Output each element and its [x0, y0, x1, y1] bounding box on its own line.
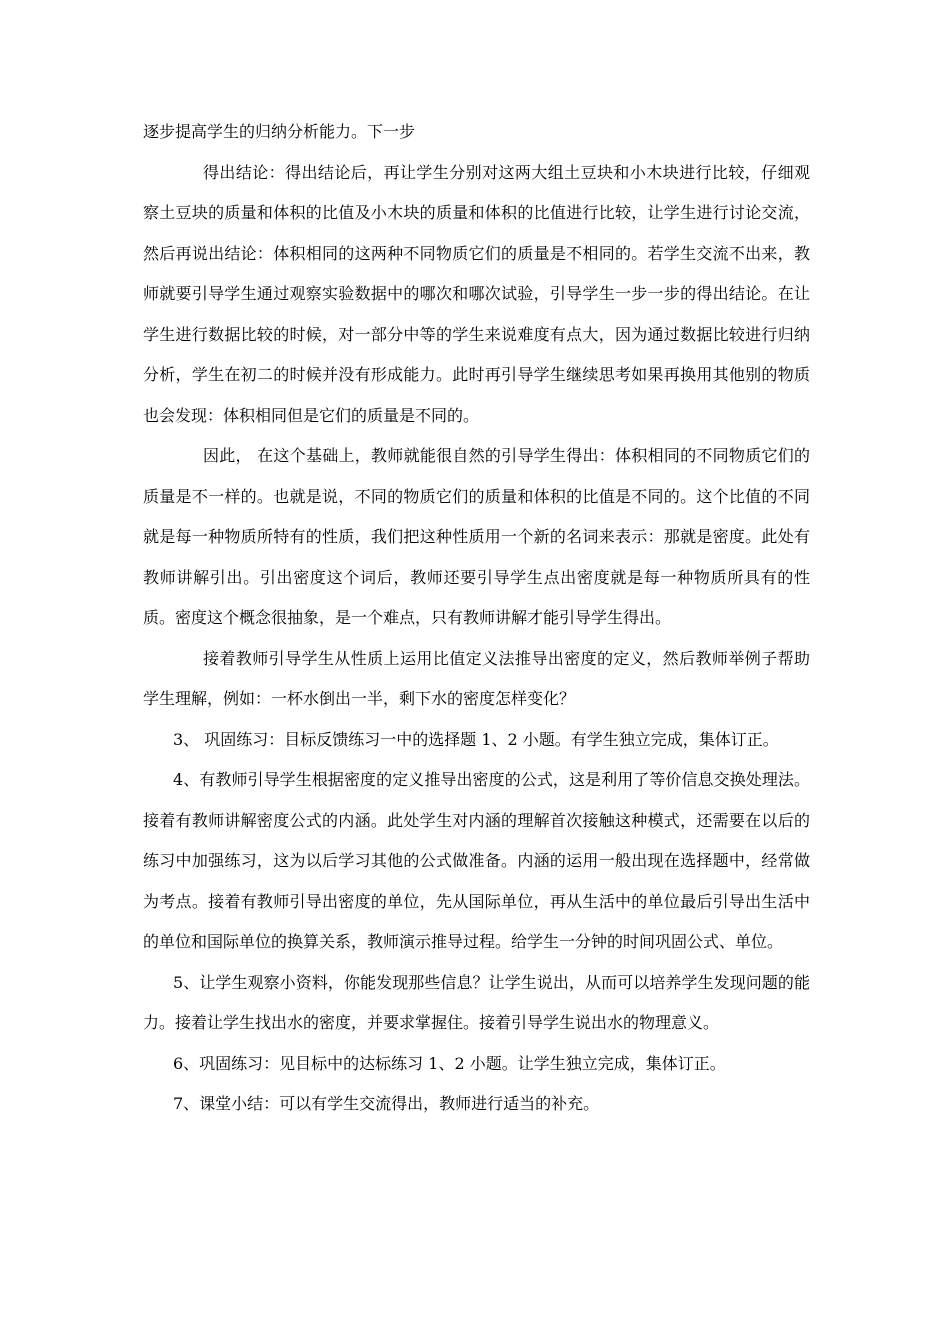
- paragraph-step-5: 5、让学生观察小资料，你能发现那些信息？让学生说出，从而可以培养学生发现问题的能力。接着让学生找出水的密度，并要求掌握住。接着引导学生说出水的物理意义。: [143, 972, 810, 1032]
- document-body: [143, 112, 810, 1125]
- paragraph-conclusion: 得出结论：得出结论后，再让学生分别对这两大组土豆块和小木块进行比较，仔细观察土豆块的质量和体积的比值及小木块的质量和体积的比值进行比较，让学生进行讨论交流，然后再说出结论：体积相同的这两种不同物质它们的质量是不相同的。若学生交流不出来，教师就要引导学生通过观察实验数据中的哪次和哪次试验，引导学生一步一步的得出结论。在让学生进行数据比较的时候，对一部分中等的学生来说难度有点大，因为通过数据比较进行归纳分析，学生在初二的时候并没有形成能力。此时再引导学生继续思考如果再换用其他别的物质也会发现：体积相同但是它们的质量是不同的。: [143, 162, 810, 425]
- paragraph-density-definition: 接着教师引导学生从性质上运用比值定义法推导出密度的定义，然后教师举例子帮助学生理解，例如：一杯水倒出一半，剩下水的密度怎样变化？: [143, 648, 810, 708]
- paragraph-density-intro: 因此， 在这个基础上，教师就能很自然的引导学生得出：体积相同的不同物质它们的质量是不一样的。也就是说，不同的物质它们的质量和体积的比值是不同的。这个比值的不同就是每一种物质所特有的性质，我们把这种性质用一个新的名词来表示：那就是密度。此处有教师讲解引出。引出密度这个词后，教师还要引导学生点出密度就是每一种物质所具有的性质。密度这个概念很抽象，是一个难点，只有教师讲解才能引导学生得出。: [143, 446, 810, 627]
- paragraph-step-6: 6、巩固练习：见目标中的达标练习 1、2 小题。让学生独立完成，集体订正。: [173, 1053, 726, 1073]
- paragraph-step-7: 7、课堂小结：可以有学生交流得出，教师进行适当的补充。: [173, 1094, 600, 1113]
- paragraph-step-4: 4、有教师引导学生根据密度的定义推导出密度的公式，这是利用了等价信息交换处理法。接着有教师讲解密度公式的内涵。此处学生对内涵的理解首次接触这种模式，还需要在以后的练习中加强练习，这为以后学习其他的公式做准备。内涵的运用一般出现在选择题中，经常做为考点。接着有教师引导出密度的单位，先从国际单位，再从生活中的单位最后引导出生活中的单位和国际单位的换算关系，教师演示推导过程。给学生一分钟的时间巩固公式、单位。: [143, 770, 810, 951]
- paragraph-step-3: 3、 巩固练习：目标反馈练习一中的选择题 1、2 小题。有学生独立完成，集体订正。: [173, 729, 779, 749]
- paragraph-continuation: 逐步提高学生的归纳分析能力。下一步: [143, 122, 416, 141]
